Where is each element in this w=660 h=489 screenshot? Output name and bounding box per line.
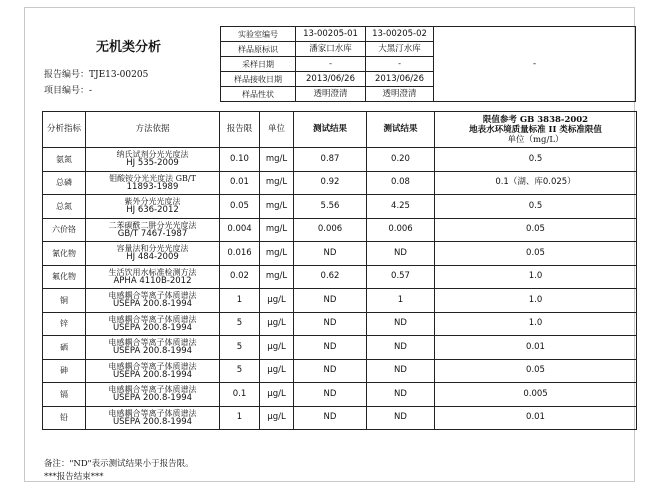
standard-limit: 0.005 bbox=[435, 383, 637, 407]
report-title: 无机类分析 bbox=[96, 40, 162, 55]
method-cell bbox=[86, 406, 220, 430]
project-number: 项目编号：- bbox=[44, 86, 93, 96]
standard-limit: 1.0 bbox=[435, 265, 637, 289]
method-name: 电感耦合等离子体质谱法 bbox=[108, 338, 197, 348]
indicator-name: 铅 bbox=[43, 406, 86, 430]
table-row bbox=[43, 359, 637, 383]
result-sample-2: ND bbox=[367, 406, 435, 430]
results-table bbox=[42, 111, 637, 430]
result-sample-1: ND bbox=[294, 406, 367, 430]
info-sample-2: 大黑汀水库 bbox=[366, 42, 434, 57]
table-row bbox=[43, 218, 637, 242]
unit: μg/L bbox=[260, 406, 294, 430]
method-standard-code: USEPA 200.8-1994 bbox=[112, 299, 193, 310]
indicator-name: 硒 bbox=[43, 336, 86, 360]
method-standard-code: HJ 636-2012 bbox=[126, 205, 179, 216]
standard-limit: 0.5 bbox=[435, 148, 637, 172]
method-cell bbox=[86, 383, 220, 407]
report-limit: 5 bbox=[220, 312, 260, 336]
result-sample-2: ND bbox=[367, 242, 435, 266]
method-standard-code: USEPA 200.8-1994 bbox=[112, 346, 193, 357]
header-limit: 报告限 bbox=[220, 112, 260, 148]
unit: mg/L bbox=[260, 171, 294, 195]
header-standard bbox=[435, 112, 637, 148]
header-result-1: 测试结果 bbox=[294, 112, 367, 148]
standard-limit: 0.1（湖、库0.025） bbox=[435, 171, 637, 195]
method-name: 纳氏试剂分光光度法 bbox=[116, 150, 189, 160]
result-sample-2: ND bbox=[367, 383, 435, 407]
result-sample-1: ND bbox=[294, 383, 367, 407]
info-label: 样品接收日期 bbox=[221, 72, 296, 87]
header-result-2: 测试结果 bbox=[367, 112, 435, 148]
result-sample-1: 0.006 bbox=[294, 218, 367, 242]
indicator-name: 总氮 bbox=[43, 195, 86, 219]
indicator-name: 氨氮 bbox=[43, 148, 86, 172]
result-sample-2: ND bbox=[367, 336, 435, 360]
unit: μg/L bbox=[260, 383, 294, 407]
standard-limit: 0.01 bbox=[435, 406, 637, 430]
method-cell bbox=[86, 171, 220, 195]
report-end: ***报告结束*** bbox=[44, 472, 104, 482]
standard-info-placeholder: - bbox=[434, 27, 636, 102]
standard-limit: 0.05 bbox=[435, 242, 637, 266]
unit: mg/L bbox=[260, 218, 294, 242]
report-limit: 0.1 bbox=[220, 383, 260, 407]
report-limit: 1 bbox=[220, 289, 260, 313]
sample-info-table bbox=[220, 26, 636, 102]
result-sample-1: ND bbox=[294, 312, 367, 336]
result-sample-1: ND bbox=[294, 242, 367, 266]
info-sample-1: 2013/06/26 bbox=[296, 72, 366, 87]
result-sample-1: 0.92 bbox=[294, 171, 367, 195]
result-sample-1: ND bbox=[294, 289, 367, 313]
method-cell bbox=[86, 336, 220, 360]
method-name: 二苯碳酰二肼分光光度法 bbox=[108, 220, 197, 230]
header-standard-line-3: 单位（mg/L） bbox=[507, 134, 564, 145]
report-limit: 0.05 bbox=[220, 195, 260, 219]
table-row bbox=[43, 312, 637, 336]
table-row bbox=[43, 383, 637, 407]
info-label: 实验室编号 bbox=[221, 27, 296, 42]
table-row bbox=[43, 171, 637, 195]
result-sample-2: 0.20 bbox=[367, 148, 435, 172]
result-sample-1: 0.62 bbox=[294, 265, 367, 289]
method-standard-code: GB/T 7467-1987 bbox=[117, 228, 188, 239]
method-name: 容量法和分光光度法 bbox=[116, 244, 189, 254]
method-cell bbox=[86, 242, 220, 266]
info-sample-1: 潘家口水库 bbox=[296, 42, 366, 57]
info-label: 样品原标识 bbox=[221, 42, 296, 57]
indicator-name: 六价铬 bbox=[43, 218, 86, 242]
table-header-row bbox=[43, 112, 637, 148]
method-cell bbox=[86, 195, 220, 219]
method-name: 紫外分光光度法 bbox=[124, 197, 181, 207]
report-limit: 0.10 bbox=[220, 148, 260, 172]
report-limit: 1 bbox=[220, 406, 260, 430]
indicator-name: 镉 bbox=[43, 383, 86, 407]
method-cell bbox=[86, 312, 220, 336]
method-name: 电感耦合等离子体质谱法 bbox=[108, 361, 197, 371]
info-sample-2: 透明澄清 bbox=[366, 87, 434, 102]
table-row bbox=[43, 265, 637, 289]
result-sample-2: 0.57 bbox=[367, 265, 435, 289]
table-row bbox=[43, 289, 637, 313]
indicator-name: 砷 bbox=[43, 359, 86, 383]
method-name: 电感耦合等离子体质谱法 bbox=[108, 291, 197, 301]
info-sample-1: - bbox=[296, 57, 366, 72]
method-standard-code: USEPA 200.8-1994 bbox=[112, 393, 193, 404]
unit: μg/L bbox=[260, 359, 294, 383]
result-sample-2: 4.25 bbox=[367, 195, 435, 219]
unit: mg/L bbox=[260, 148, 294, 172]
unit: mg/L bbox=[260, 195, 294, 219]
method-cell bbox=[86, 265, 220, 289]
standard-limit: 0.01 bbox=[435, 336, 637, 360]
indicator-name: 氰化物 bbox=[43, 242, 86, 266]
method-standard-code: USEPA 200.8-1994 bbox=[112, 322, 193, 333]
unit: μg/L bbox=[260, 312, 294, 336]
result-sample-2: ND bbox=[367, 312, 435, 336]
result-sample-2: 0.006 bbox=[367, 218, 435, 242]
method-standard-code: 11893-1989 bbox=[126, 181, 179, 192]
method-name: 电感耦合等离子体质谱法 bbox=[108, 314, 197, 324]
header-standard-line-2: 地表水环境质量标准 II 类标准限值 bbox=[469, 124, 602, 135]
unit: μg/L bbox=[260, 336, 294, 360]
table-row bbox=[43, 336, 637, 360]
indicator-name: 锌 bbox=[43, 312, 86, 336]
method-cell bbox=[86, 359, 220, 383]
report-limit: 0.004 bbox=[220, 218, 260, 242]
info-sample-2: - bbox=[366, 57, 434, 72]
info-label: 采样日期 bbox=[221, 57, 296, 72]
header-standard-line-1: 限值参考 GB 3838-2002 bbox=[482, 114, 589, 125]
method-standard-code: HJ 535-2009 bbox=[126, 158, 179, 169]
info-label: 样品性状 bbox=[221, 87, 296, 102]
indicator-name: 总磷 bbox=[43, 171, 86, 195]
info-sample-1: 透明澄清 bbox=[296, 87, 366, 102]
standard-limit: 1.0 bbox=[435, 289, 637, 313]
standard-limit: 0.5 bbox=[435, 195, 637, 219]
table-row bbox=[43, 406, 637, 430]
report-limit: 0.016 bbox=[220, 242, 260, 266]
indicator-name: 铜 bbox=[43, 289, 86, 313]
info-sample-1: 13-00205-01 bbox=[296, 27, 366, 42]
method-cell bbox=[86, 218, 220, 242]
result-sample-2: 0.08 bbox=[367, 171, 435, 195]
result-sample-2: ND bbox=[367, 359, 435, 383]
indicator-name: 氟化物 bbox=[43, 265, 86, 289]
table-row bbox=[43, 195, 637, 219]
method-standard-code: USEPA 200.8-1994 bbox=[112, 369, 193, 380]
report-limit: 5 bbox=[220, 336, 260, 360]
result-sample-1: ND bbox=[294, 336, 367, 360]
footnote: 备注："ND"表示测试结果小于报告限。 bbox=[44, 459, 194, 469]
sample-info-row bbox=[221, 27, 636, 42]
method-name: 生活饮用水标准检测方法 bbox=[108, 267, 197, 277]
result-sample-2: 1 bbox=[367, 289, 435, 313]
method-cell bbox=[86, 289, 220, 313]
method-standard-code: HJ 484-2009 bbox=[126, 252, 179, 263]
header-indicator: 分析指标 bbox=[43, 112, 86, 148]
method-standard-code: APHA 4110B-2012 bbox=[113, 275, 192, 286]
standard-limit: 1.0 bbox=[435, 312, 637, 336]
standard-limit: 0.05 bbox=[435, 218, 637, 242]
result-sample-1: ND bbox=[294, 359, 367, 383]
header-method: 方法依据 bbox=[86, 112, 220, 148]
report-limit: 0.01 bbox=[220, 171, 260, 195]
info-sample-2: 13-00205-02 bbox=[366, 27, 434, 42]
report-limit: 0.02 bbox=[220, 265, 260, 289]
method-name: 电感耦合等离子体质谱法 bbox=[108, 385, 197, 395]
header-unit: 单位 bbox=[260, 112, 294, 148]
method-name: 电感耦合等离子体质谱法 bbox=[108, 408, 197, 418]
standard-limit: 0.05 bbox=[435, 359, 637, 383]
method-name: 钼酸铵分光光度法 GB/T bbox=[109, 173, 196, 183]
info-sample-2: 2013/06/26 bbox=[366, 72, 434, 87]
unit: mg/L bbox=[260, 265, 294, 289]
unit: μg/L bbox=[260, 289, 294, 313]
method-standard-code: USEPA 200.8-1994 bbox=[112, 416, 193, 427]
table-row bbox=[43, 242, 637, 266]
table-row bbox=[43, 148, 637, 172]
report-number: 报告编号：TJE13-00205 bbox=[44, 70, 149, 80]
report-limit: 5 bbox=[220, 359, 260, 383]
method-cell bbox=[86, 148, 220, 172]
unit: mg/L bbox=[260, 242, 294, 266]
result-sample-1: 5.56 bbox=[294, 195, 367, 219]
result-sample-1: 0.87 bbox=[294, 148, 367, 172]
